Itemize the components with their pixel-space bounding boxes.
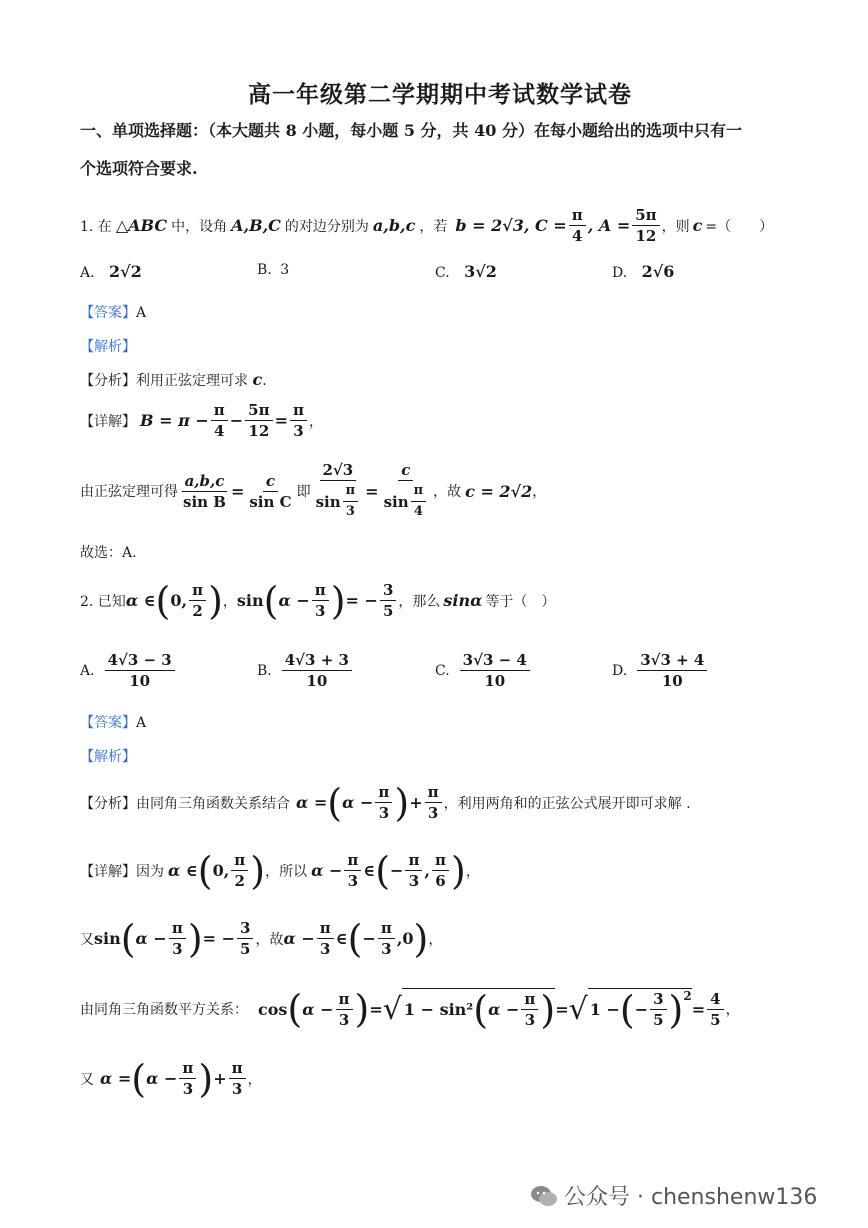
question-1	[80, 205, 773, 246]
option-label: D.	[612, 265, 628, 281]
frac-pi-3: $\frac{\pi}{3}$	[336, 989, 353, 1030]
option-label: A.	[80, 662, 95, 679]
equals: =	[230, 481, 245, 501]
option-label: B.	[257, 662, 272, 679]
plus: +	[213, 1069, 227, 1088]
c-result: c = 2√2	[465, 481, 533, 501]
xiangjie-tag: 【详解】	[80, 413, 136, 430]
namo: ，那么	[398, 593, 441, 610]
q1-option-a	[80, 262, 142, 281]
option-value: $\frac{4√3 - 3}{10}$	[105, 650, 175, 691]
sin: sin	[236, 591, 264, 610]
fenxi-text1: 由同角三角函数关系结合	[136, 795, 290, 812]
sin: sin	[94, 929, 121, 948]
fenxi-c: c	[252, 370, 263, 389]
alpha-in: α ∈	[168, 861, 198, 880]
q1-text-mid3: ，若	[419, 218, 448, 235]
option-value: 3√2	[464, 262, 497, 281]
q2-option-a	[80, 650, 177, 691]
q2-you	[80, 918, 442, 959]
option-value: 3	[280, 262, 290, 278]
frac-b-sinB: $\frac{a,b,c}{\text{sin B}}$	[183, 471, 226, 511]
eq-neg: = −	[345, 591, 378, 610]
paren-left: (	[263, 578, 279, 623]
paren-right: )	[330, 578, 346, 623]
comma: ，	[247, 1071, 262, 1088]
q1-frac-5pi-12: $\frac{5\pi}{12}$	[632, 205, 659, 246]
frac-pi-4: $\frac{\pi}{4}$	[211, 400, 228, 441]
q1-sides: a,b,c	[372, 216, 416, 235]
answer-value: A	[136, 715, 147, 731]
paren-left: (	[347, 916, 363, 961]
equals: =	[365, 481, 379, 501]
q2-pingfang	[80, 988, 740, 1030]
comma: ，	[465, 863, 480, 880]
equals: =	[274, 411, 288, 430]
option-label: A.	[80, 265, 95, 281]
frac-pi-3: $\frac{\pi}{3}$	[425, 782, 442, 823]
frac-4-5: $\frac{4}{5}$	[707, 989, 723, 1030]
you: 又	[80, 931, 94, 948]
option-value: $\frac{3√3 + 4}{10}$	[637, 650, 707, 691]
frac-pi-3: $\frac{\pi}{3}$	[375, 782, 392, 823]
pingfang: 由同角三角函数平方关系：	[80, 1002, 248, 1018]
sin-alpha: sinα	[443, 591, 483, 610]
q1-option-d	[612, 262, 674, 281]
frac-pi-3: $\frac{\pi}{3}$	[179, 1058, 196, 1099]
q1-text-mid1: 中，设角	[171, 218, 228, 235]
q2-option-b	[257, 650, 354, 691]
frac-pi-2: $\frac{\pi}{2}$	[189, 580, 206, 621]
alpha-minus: α −	[311, 861, 343, 880]
frac-c-sin: c sin $\frac{\pi}{4}$	[381, 460, 432, 522]
q1-sine-rule	[80, 460, 546, 522]
paren-right: )	[394, 780, 410, 825]
frac-pi-6: $\frac{\pi}{6}$	[432, 850, 449, 891]
comma: ，	[428, 931, 443, 948]
alpha-minus: α −	[342, 793, 374, 812]
fenxi-text: 利用正弦定理可求	[136, 373, 248, 389]
q2-option-c	[435, 650, 532, 691]
frac-3-5: $\frac{3}{5}$	[237, 918, 253, 959]
paren-left: (	[155, 578, 171, 623]
alpha-minus: α −	[278, 591, 310, 610]
option-label: C.	[435, 662, 450, 679]
alpha-eq: α =	[296, 793, 328, 812]
q2-number: 2. 已知	[80, 593, 126, 610]
answer-tag: 【答案】	[80, 715, 136, 731]
zero-comma: 0,	[170, 591, 188, 610]
in: ∈	[335, 929, 348, 948]
xj-b: B = π −	[140, 411, 209, 430]
alpha-minus: α −	[283, 929, 315, 948]
equals: =	[555, 999, 569, 1019]
equals: =	[369, 999, 383, 1019]
alpha-eq: α =	[100, 1069, 132, 1088]
dengyu: 等于（ ）	[485, 593, 556, 610]
frac-pi-3: $\frac{\pi}{3}$	[344, 850, 361, 891]
plus: +	[409, 793, 423, 812]
frac-3-5: $\frac{3}{5}$	[380, 580, 396, 621]
in: ∈	[363, 861, 376, 880]
frac-c-sinC: $\frac{c}{\text{sin C}}$	[249, 471, 292, 511]
paren-right: )	[413, 916, 429, 961]
gu: ，故	[255, 931, 284, 948]
frac-pi-2: $\frac{\pi}{2}$	[231, 850, 248, 891]
fenxi-tag: 【分析】	[80, 373, 136, 389]
option-label: C.	[435, 265, 450, 281]
q1-triangle: △ABC	[115, 216, 168, 235]
q1-answer	[80, 302, 146, 322]
section-header-line2: 个选项符合要求.	[80, 159, 198, 178]
alpha-in: α ∈	[125, 591, 156, 610]
q2-xiangjie: 【详解】 因为 α ∈ ( 0, $\frac{\pi}{2}$ ) ，所以 α − $\frac{\pi}{3}$ ∈ ( − $\frac{\pi}{3}$ , $\frac{\pi}{6}$ ) ，	[80, 848, 480, 893]
question-2	[80, 580, 555, 621]
option-label: D.	[612, 662, 628, 679]
paren-right: )	[198, 1056, 214, 1101]
fenxi-end: .	[262, 373, 267, 389]
option-value: 2√6	[641, 262, 675, 281]
q1-frac-pi-4: $\frac{\pi}{4}$	[569, 205, 586, 246]
option-value: $\frac{3√3 - 4}{10}$	[460, 650, 530, 691]
comma: ，	[725, 1002, 740, 1018]
sqrt-symbol: √	[382, 991, 402, 1027]
paren-right: )	[354, 987, 370, 1031]
frac-pi-3: $\frac{\pi}{3}$	[169, 918, 186, 959]
alpha-minus: α −	[302, 999, 334, 1019]
q2-option-d	[612, 650, 709, 691]
q1-text-mid2: 的对边分别为	[284, 218, 369, 235]
eq-neg: = −	[202, 929, 236, 948]
alpha-minus: α −	[146, 1069, 178, 1088]
neg: −	[390, 861, 404, 880]
q1-guxuan: 故选：A.	[80, 545, 137, 561]
paren-left: (	[327, 780, 343, 825]
answer-tag: 【答案】	[80, 305, 136, 321]
frac-5pi-12: $\frac{5\pi}{12}$	[245, 400, 272, 441]
q1-option-c	[435, 262, 497, 281]
q1-c: c	[692, 216, 703, 235]
paren-left: (	[197, 848, 213, 893]
q1-angles: A,B,C	[231, 216, 281, 235]
frac-pi-3: $\frac{\pi}{3}$	[312, 580, 329, 621]
frac-pi-3: $\frac{\pi}{3}$	[290, 400, 307, 441]
q1-fenxi	[80, 370, 267, 390]
frac-pi-3: $\frac{\pi}{3}$	[405, 850, 422, 891]
sqrt-body-2: 1 − ( − $\frac{3}{5}$ ) 2	[589, 987, 692, 1032]
zero-comma: 0,	[212, 861, 230, 880]
watermark-text: 公众号 · chenshenw136	[564, 1185, 818, 1210]
paren-left: (	[131, 1056, 147, 1101]
q1-text-tail2: =（ ）	[705, 218, 774, 235]
frac-pi-3: $\frac{\pi}{3}$	[378, 918, 395, 959]
comma: ，	[308, 413, 323, 430]
fenxi-tag: 【分析】	[80, 795, 136, 812]
page-title: 高一年级第二学期期中考试数学试卷	[248, 81, 632, 108]
q1-number: 1. 在	[80, 218, 112, 235]
suoyi: ，所以	[265, 863, 308, 880]
equals: =	[691, 999, 706, 1019]
ji: 即	[296, 484, 311, 500]
q2-fenxi	[80, 782, 691, 823]
frac-pi-3: $\frac{\pi}{3}$	[229, 1058, 246, 1099]
q1-xiangjie	[80, 400, 323, 441]
option-label: B.	[257, 262, 272, 278]
paren-right: )	[250, 848, 266, 893]
comma: ，	[532, 484, 547, 500]
frac-2sqrt3-sin: 2√3 sin $\frac{\pi}{3}$	[313, 460, 364, 522]
sine-pre: 由正弦定理可得	[80, 484, 178, 500]
gu: ，故	[433, 484, 462, 500]
sqrt-body-1: 1 − sin² ( α − $\frac{\pi}{3}$ )	[403, 987, 556, 1032]
alpha-minus: α −	[135, 929, 167, 948]
paren-left: (	[120, 916, 136, 961]
section-header-line1: 一、单项选择题：（本大题共 8 小题，每小题 5 分，共 40 分）在每小题给出的选项中只有一	[80, 121, 742, 140]
option-value: 2√2	[109, 262, 142, 281]
zero: ,0	[396, 929, 414, 948]
minus: −	[229, 411, 244, 430]
q2-answer	[80, 712, 146, 732]
frac-pi-3: $\frac{\pi}{3}$	[317, 918, 334, 959]
q1-cond-a: , A =	[587, 216, 631, 235]
fenxi-text2: ，利用两角和的正弦公式展开即可求解 .	[443, 795, 691, 812]
xiangjie-tag: 【详解】	[80, 863, 136, 880]
q1-option-b	[257, 262, 289, 278]
paren-right: )	[208, 578, 223, 623]
wechat-icon	[530, 1185, 558, 1207]
watermark	[530, 1180, 817, 1211]
paren-right: )	[450, 848, 466, 893]
paren-left: (	[375, 848, 391, 893]
yinwei: 因为	[136, 863, 164, 880]
sqrt-symbol: √	[568, 991, 588, 1027]
paren-left: (	[287, 987, 303, 1031]
comma: ，	[222, 593, 237, 610]
q1-analysis-tag: 【解析】	[80, 339, 136, 355]
option-value: $\frac{4√3 + 3}{10}$	[282, 650, 352, 691]
q1-text-tail: ，则	[661, 218, 690, 235]
q2-you2	[80, 1058, 262, 1099]
you: 又	[80, 1071, 94, 1088]
paren-right: )	[187, 916, 203, 961]
cos: cos	[258, 999, 288, 1019]
q2-analysis-tag: 【解析】	[80, 749, 136, 765]
answer-value: A	[136, 305, 147, 321]
q1-cond-b: b = 2√3, C =	[455, 216, 567, 235]
neg: −	[362, 929, 376, 948]
